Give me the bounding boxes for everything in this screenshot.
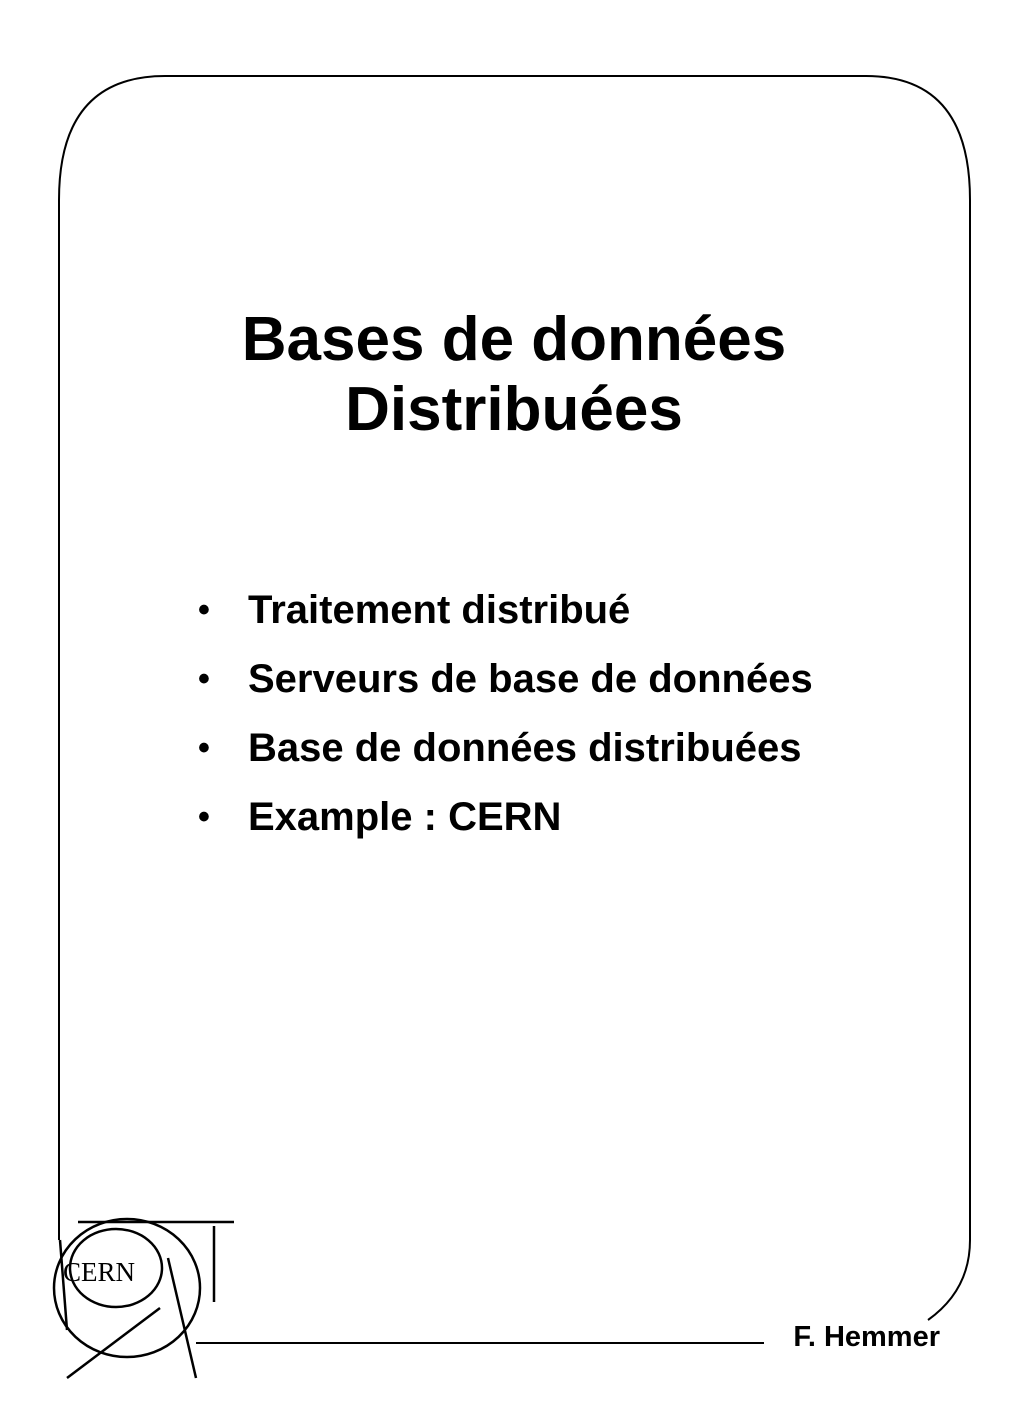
- cern-logo: [54, 1219, 234, 1378]
- title-line-1: Bases de données: [241, 305, 787, 374]
- cern-logo-text: CERN: [63, 1257, 136, 1287]
- bullet-text: Traitement distribué: [248, 588, 631, 632]
- bullet-dot-icon: •: [198, 798, 210, 836]
- bullet-text: Serveurs de base de données: [248, 657, 813, 701]
- title-line-2: Distribuées: [345, 375, 683, 444]
- author-name: F. Hemmer: [793, 1321, 940, 1353]
- bullet-text: Base de données distribuées: [248, 726, 802, 770]
- slide-title: [0, 305, 1024, 445]
- bullet-dot-icon: •: [198, 591, 210, 629]
- bullet-dot-icon: •: [198, 729, 210, 767]
- bullet-dot-icon: •: [198, 660, 210, 698]
- bullet-text: Example : CERN: [248, 795, 562, 839]
